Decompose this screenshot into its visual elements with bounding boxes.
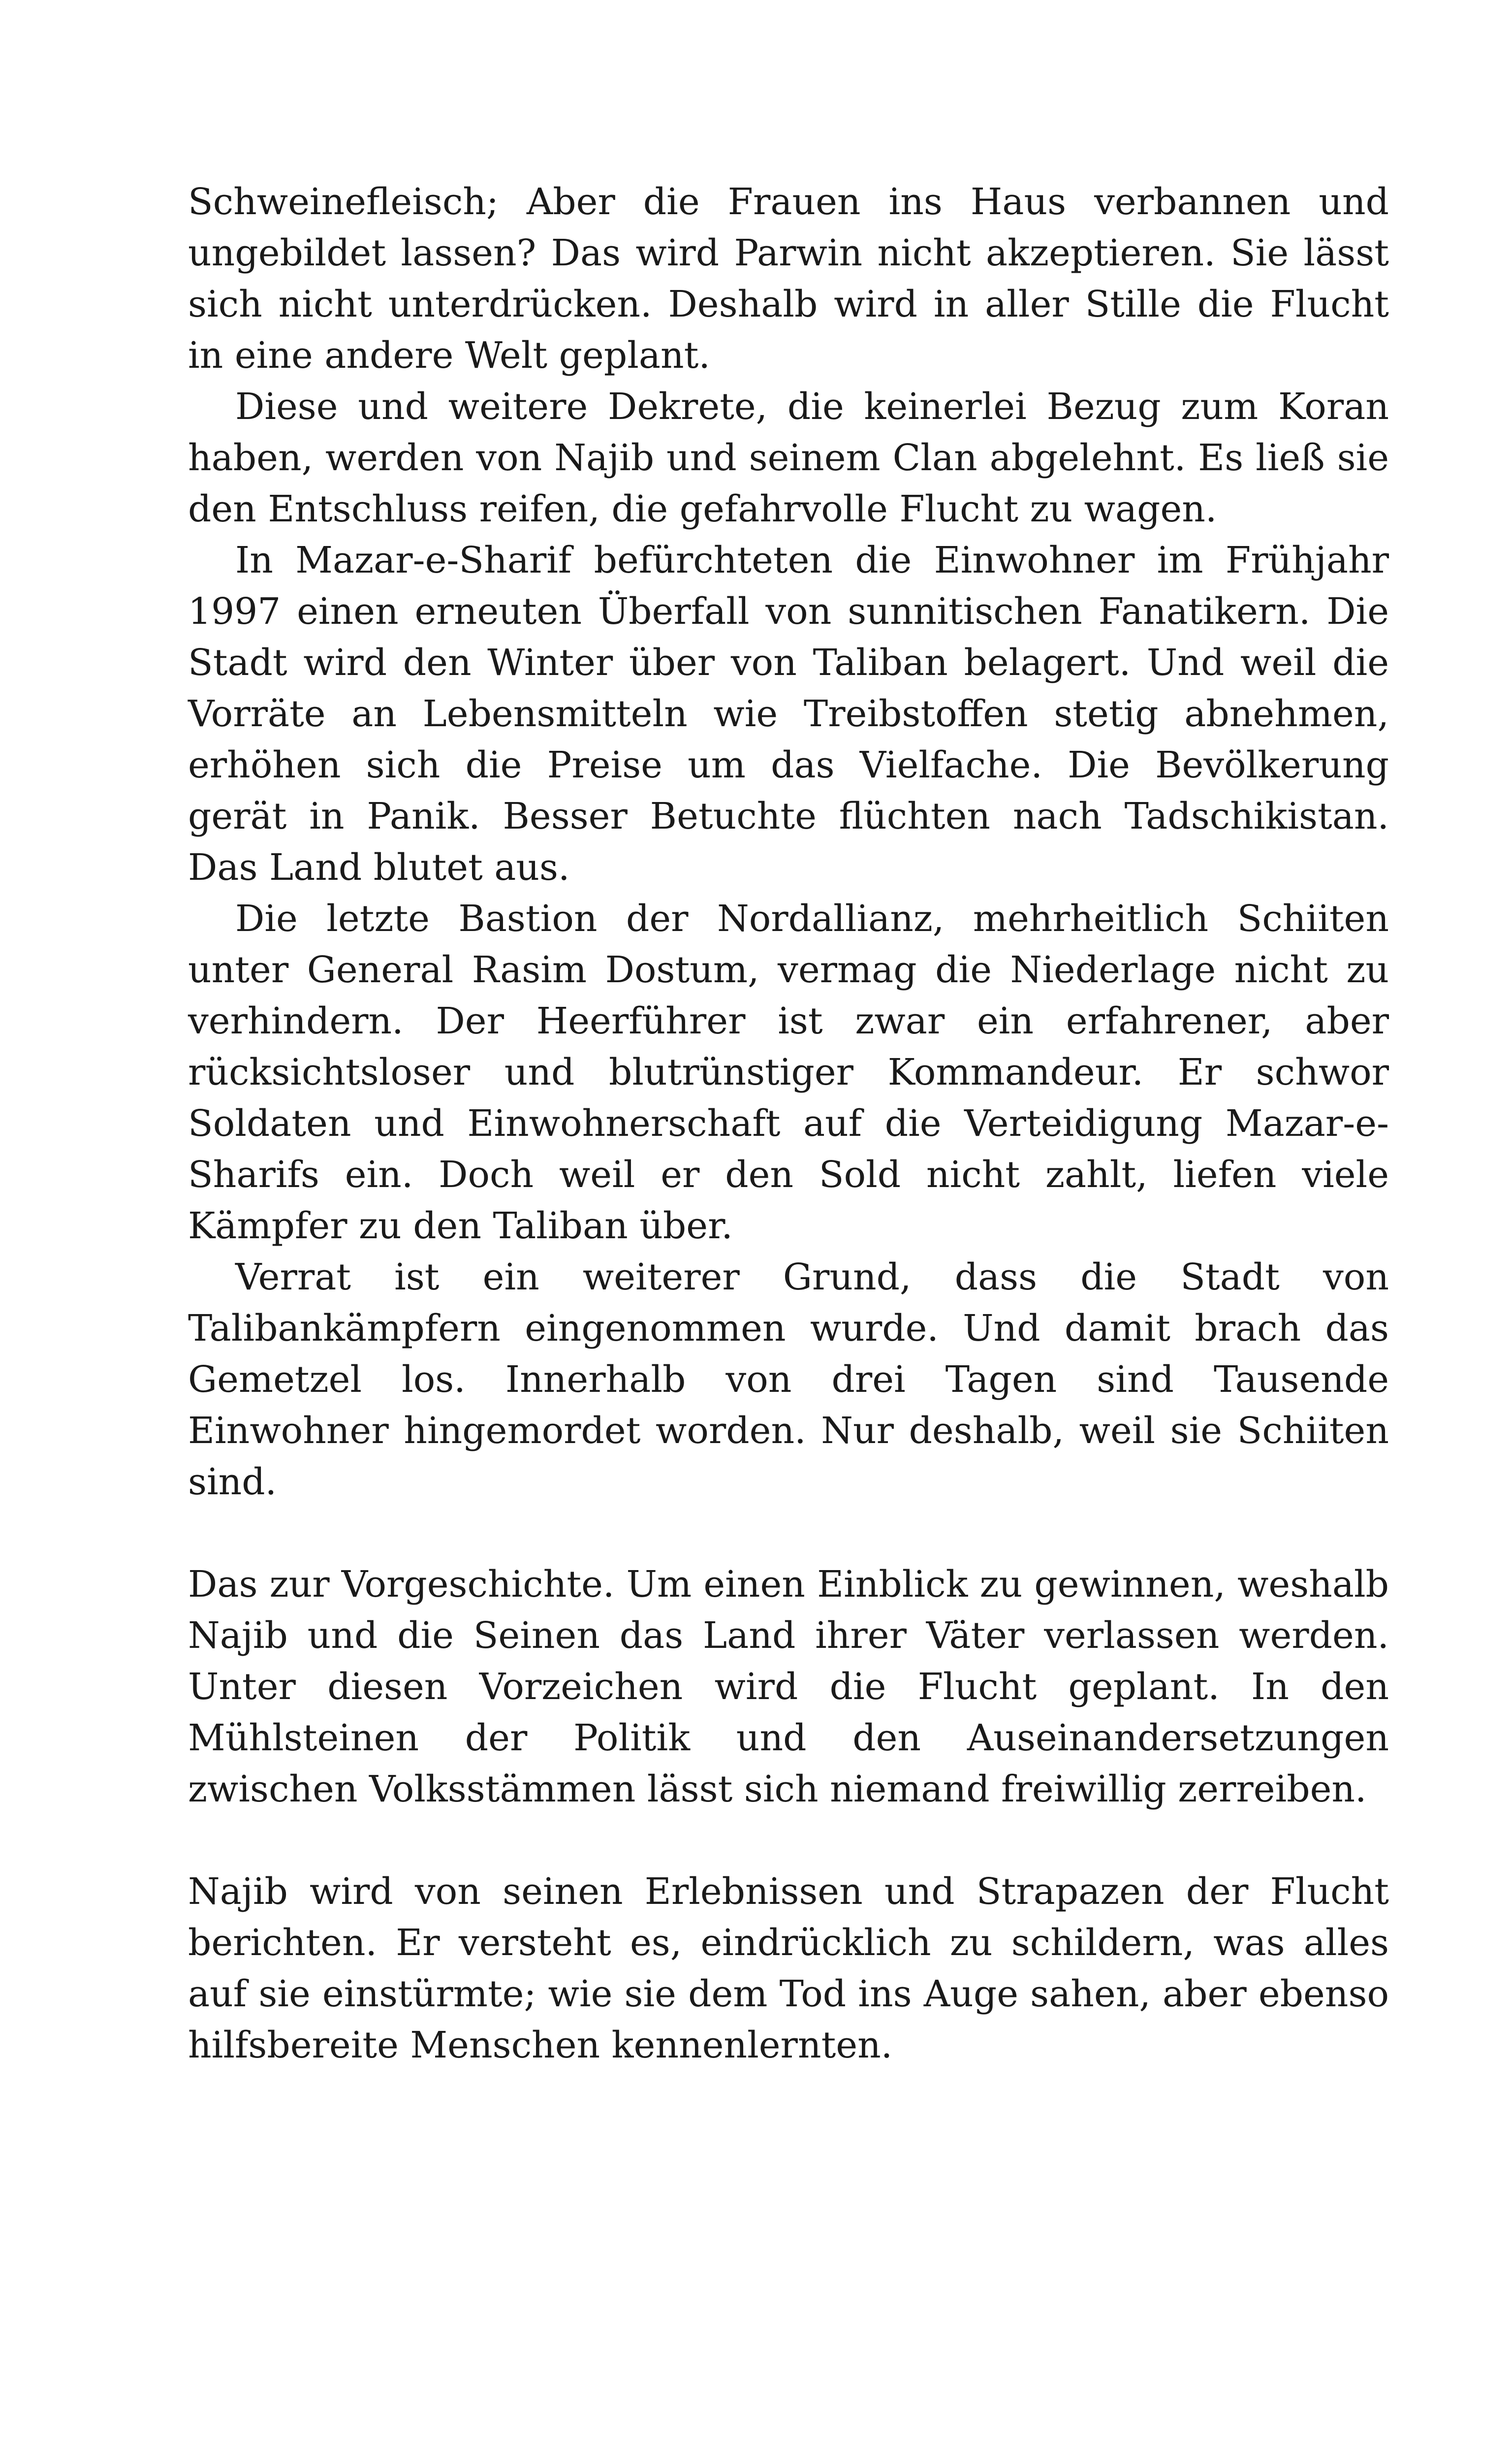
paragraph-6: Das zur Vorgeschichte. Um einen Einblick zu gewinnen, weshalb Najib und die Seinen das Land ihrer Väter verlassen werden. Unter diesen Vorzeichen wird die Flucht geplant. In den Mühlsteinen der Politik und den Auseinandersetzungen zwischen Volksstämmen lässt sich niemand freiwillig zerreiben.: [188, 1563, 1389, 1810]
paragraph-7: Najib wird von seinen Erlebnissen und Strapazen der Flucht berichten. Er versteht es, eindrücklich zu schildern, was alles auf sie einstürmte; wie sie dem Tod ins Auge sahen, aber ebenso hilfsbereite Menschen kennenlernten.: [188, 1870, 1389, 2066]
paragraph-5: Verrat ist ein weiterer Grund, dass die Stadt von Talibankämpfern eingenommen wurde. Und damit brach das Gemetzel los. Innerhalb von drei Tagen sind Tausende Einwohner hingemordet worden. Nur deshalb, weil sie Schiiten sind.: [188, 1256, 1389, 1503]
paragraph-2: Diese und weitere Dekrete, die keinerlei Bezug zum Koran haben, werden von Najib und seinem Clan abgelehnt. Es ließ sie den Entschluss reifen, die gefahrvolle Flucht zu wagen.: [188, 386, 1389, 530]
body-text: [188, 176, 1389, 2071]
paragraph-3: In Mazar-e-Sharif befürchteten die Einwohner im Frühjahr 1997 einen erneuten Überfall von sunnitischen Fanatikern. Die Stadt wird den Winter über von Taliban belagert. Und weil die Vorräte an Lebensmitteln wie Treibstoffen stetig abnehmen, erhöhen sich die Preise um das Vielfache. Die Bevölkerung gerät in Panik. Besser Betuchte flüchten nach Tadschikistan. Das Land blutet aus.: [188, 539, 1389, 889]
paragraph-1: Schweinefleisch; Aber die Frauen ins Haus verbannen und ungebildet lassen? Das wird Parwin nicht akzeptieren. Sie lässt sich nicht unterdrücken. Deshalb wird in aller Stille die Flucht in eine andere Welt geplant.: [188, 181, 1389, 377]
paragraph-4: Die letzte Bastion der Nordallianz, mehrheitlich Schiiten unter General Rasim Dostum, vermag die Niederlage nicht zu verhindern. Der Heerführer ist zwar ein erfahrener, aber rücksichtsloser und blutrünstiger Kommandeur. Er schwor Soldaten und Einwohnerschaft auf die Verteidigung Mazar-e-Sharifs ein. Doch weil er den Sold nicht zahlt, liefen viele Kämpfer zu den Taliban über.: [188, 898, 1389, 1247]
